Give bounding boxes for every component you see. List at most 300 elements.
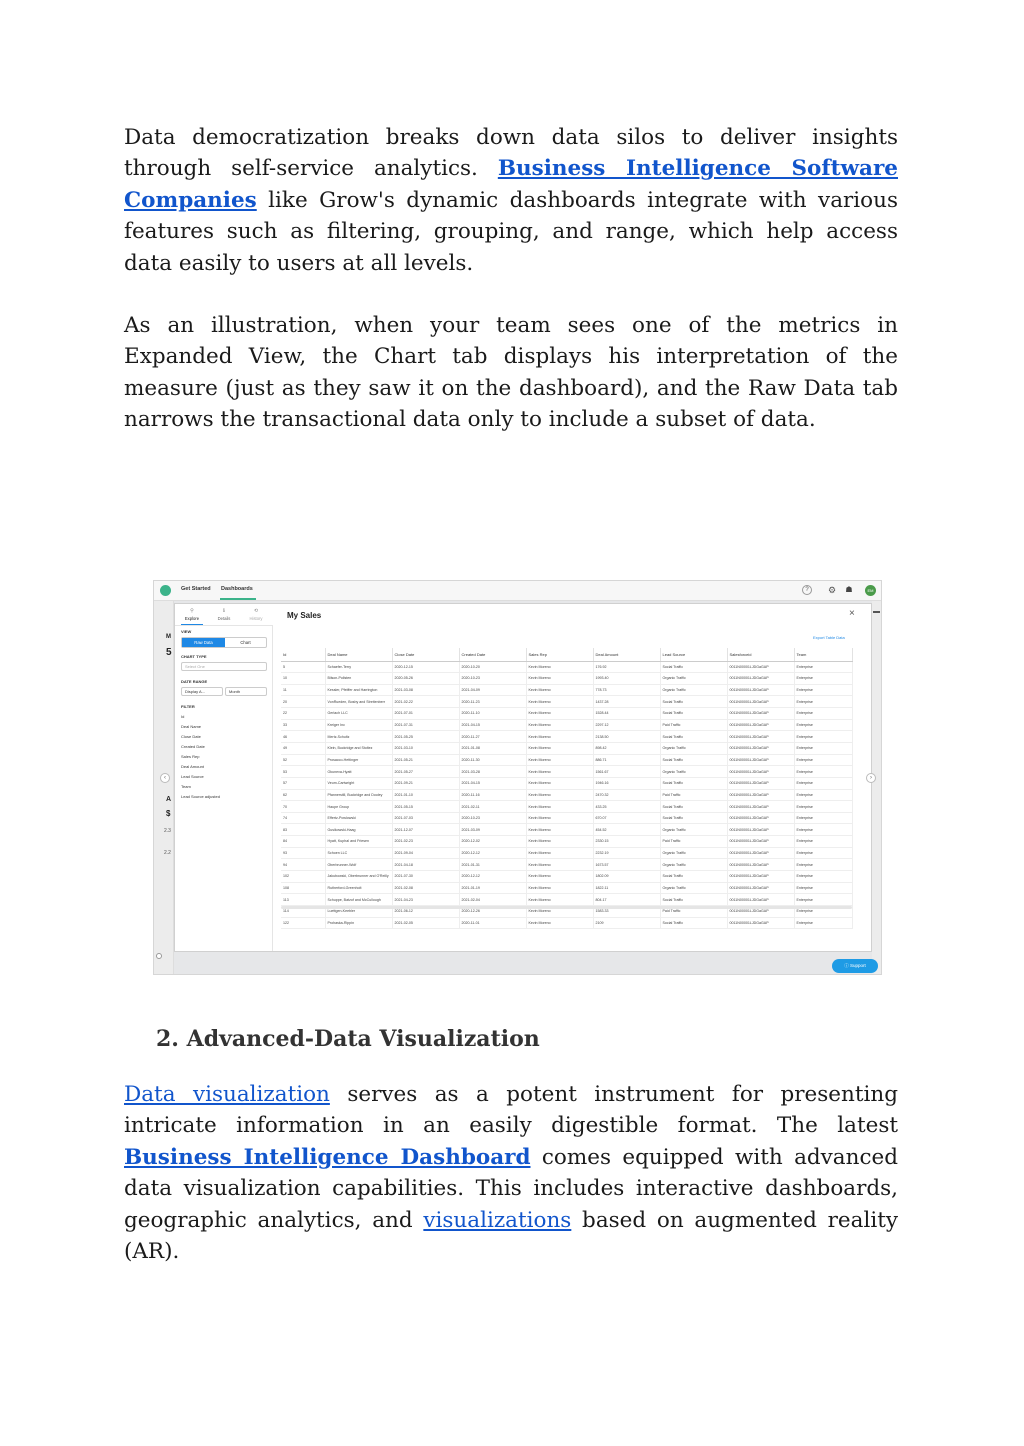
table-cell: 0011N00001LJDGaGAP: [727, 847, 794, 859]
table-cell: 102: [281, 871, 325, 883]
table-cell: 10: [281, 673, 325, 685]
table-cell: Hyatt, Kuphal and Friesen: [325, 836, 392, 848]
table-cell: Social Traffic: [660, 696, 727, 708]
raw-data-button[interactable]: Raw Data: [182, 638, 225, 647]
table-row[interactable]: [281, 696, 852, 708]
table-cell: 2021-02-04: [459, 894, 526, 906]
table-cell: 0011N00001LJDGaGAP: [727, 882, 794, 894]
table-cell: Organic Traffic: [660, 673, 727, 685]
view-heading: VIEW: [181, 629, 192, 634]
table-cell: Mertz-Schultz: [325, 731, 392, 743]
intro-text: Data democratization breaks down data silos to deliver insights through self-service analytics.: [124, 125, 898, 182]
table-cell: Schaefer-Terry: [325, 661, 392, 673]
table-cell: Organic Traffic: [660, 882, 727, 894]
table-cell: 2020-12-12: [459, 871, 526, 883]
table-cell: Organic Traffic: [660, 824, 727, 836]
table-cell: 2021-01-08: [459, 742, 526, 754]
table-cell: Gusikowski-Haag: [325, 824, 392, 836]
support-button[interactable]: ⓘ Support: [832, 959, 878, 973]
table-cell: Kevin Moreno: [526, 871, 593, 883]
table-cell: 0011N00001LJDGaGAP: [727, 824, 794, 836]
table-cell: Paid Traffic: [660, 719, 727, 731]
nav-get-started[interactable]: Get Started: [181, 586, 211, 592]
table-cell: Oberbrunner-Wolf: [325, 859, 392, 871]
table-cell: Kevin Moreno: [526, 812, 593, 824]
notification-icon[interactable]: ☗: [845, 585, 853, 594]
table-cell: 778.73: [593, 684, 660, 696]
table-cell: Social Traffic: [660, 777, 727, 789]
table-cell: Kevin Moreno: [526, 905, 593, 917]
table-cell: 108: [281, 882, 325, 894]
table-cell: 2020-10-23: [459, 812, 526, 824]
table-cell: Enterprise: [794, 882, 852, 894]
raw-data-table: [281, 648, 853, 929]
table-row[interactable]: [281, 708, 852, 720]
table-row[interactable]: [281, 719, 852, 731]
close-icon[interactable]: ×: [849, 608, 855, 619]
data-visualization-link[interactable]: Data visualization: [124, 1082, 330, 1107]
table-cell: Schuppe, Batzof and McCullough: [325, 894, 392, 906]
chart-type-heading: CHART TYPE: [181, 654, 207, 659]
table-cell: Pfannerstill, Buckridge and Dooley: [325, 789, 392, 801]
table-cell: 0011N00001LJDGaGAP: [727, 812, 794, 824]
column-header[interactable]: Deal Amount: [593, 648, 660, 661]
table-cell: 0011N00001LJDGaGAP: [727, 766, 794, 778]
date-display-select[interactable]: Display A...: [181, 687, 223, 696]
table-cell: 2020-11-16: [459, 789, 526, 801]
bi-dashboard-link[interactable]: Business Intelligence Dashboard: [124, 1144, 531, 1170]
table-cell: Kevin Moreno: [526, 882, 593, 894]
table-cell: 46: [281, 731, 325, 743]
table-cell: Organic Traffic: [660, 847, 727, 859]
table-cell: Enterprise: [794, 894, 852, 906]
table-cell: 454.52: [593, 824, 660, 836]
table-cell: 2297.12: [593, 719, 660, 731]
table-cell: Social Traffic: [660, 661, 727, 673]
table-cell: 2021-02-11: [459, 801, 526, 813]
table-cell: Social Traffic: [660, 731, 727, 743]
table-cell: 2021-07-01: [392, 708, 459, 720]
table-cell: Schoen LLC: [325, 847, 392, 859]
table-cell: Enterprise: [794, 847, 852, 859]
table-cell: 0011N00001LJDGaGAP: [727, 684, 794, 696]
table-cell: 2232.19: [593, 847, 660, 859]
table-cell: 886.71: [593, 754, 660, 766]
table-row[interactable]: [281, 824, 852, 836]
table-cell: 2330.15: [593, 836, 660, 848]
bg-metric-value-2: $: [166, 809, 171, 818]
table-cell: 1561.67: [593, 766, 660, 778]
table-cell: Kevin Moreno: [526, 894, 593, 906]
table-cell: Enterprise: [794, 905, 852, 917]
table-cell: 11: [281, 684, 325, 696]
table-cell: Social Traffic: [660, 708, 727, 720]
modal-tabs: [175, 604, 273, 626]
tab-explore[interactable]: [177, 608, 207, 621]
table-cell: Enterprise: [794, 824, 852, 836]
table-cell: 74: [281, 812, 325, 824]
paragraph-text: based on augmented reality (AR).: [124, 1207, 898, 1265]
table-cell: 2021-01-31: [459, 859, 526, 871]
tab-details[interactable]: [209, 608, 239, 621]
table-cell: 122: [281, 917, 325, 929]
table-cell: Bilson-Pollsten: [325, 673, 392, 685]
table-cell: 1673.57: [593, 859, 660, 871]
table-cell: 2021-07-03: [392, 812, 459, 824]
table-cell: Gerlach LLC: [325, 708, 392, 720]
table-row[interactable]: [281, 894, 852, 906]
table-cell: 83: [281, 824, 325, 836]
paragraph-text: serves as a potent instrument for presenting intricate information in an easily digestible format. The latest: [124, 1082, 898, 1139]
table-cell: Enterprise: [794, 731, 852, 743]
table-cell: 2021-04-23: [392, 894, 459, 906]
table-cell: 113: [281, 894, 325, 906]
table-cell: 2021-05-27: [392, 766, 459, 778]
table-cell: 2020-11-01: [459, 917, 526, 929]
table-cell: Organic Traffic: [660, 766, 727, 778]
table-cell: 1528.44: [593, 708, 660, 720]
filter-item-close-date[interactable]: Close Date: [181, 734, 201, 739]
table-row[interactable]: [281, 859, 852, 871]
table-cell: 1822.11: [593, 882, 660, 894]
table-cell: 2021-04-18: [392, 859, 459, 871]
date-period-select[interactable]: Month: [225, 687, 267, 696]
filter-item-deal-amount[interactable]: Deal Amount: [181, 764, 204, 769]
table-cell: 94: [281, 859, 325, 871]
table-cell: 0011N00001LJDGaGAP: [727, 661, 794, 673]
table-cell: 49: [281, 742, 325, 754]
table-cell: 2020-12-15: [392, 661, 459, 673]
table-cell: 2021-06-12: [392, 905, 459, 917]
table-cell: Enterprise: [794, 684, 852, 696]
bg-metric-label: M: [166, 634, 171, 640]
table-cell: 2020-10-20: [459, 661, 526, 673]
column-header[interactable]: Team: [794, 648, 852, 661]
table-cell: Enterprise: [794, 812, 852, 824]
top-nav-bar: [154, 581, 881, 601]
table-cell: 2470.32: [593, 789, 660, 801]
minus-icon[interactable]: [873, 611, 880, 613]
table-cell: Enterprise: [794, 777, 852, 789]
table-cell: 2021-04-15: [459, 719, 526, 731]
table-cell: Organic Traffic: [660, 859, 727, 871]
table-cell: 93: [281, 847, 325, 859]
bg-axis-tick: 2.2: [164, 850, 171, 856]
table-cell: 2020-11-23: [459, 696, 526, 708]
table-cell: Enterprise: [794, 789, 852, 801]
table-cell: 0011N00001LJDGaGAP: [727, 871, 794, 883]
table-cell: 33: [281, 719, 325, 731]
table-cell: 2021-02-05: [392, 917, 459, 929]
table-cell: Effertz-Powlowski: [325, 812, 392, 824]
filter-item-lead-source[interactable]: Lead Source: [181, 774, 204, 779]
explore-icon: ⚲: [190, 608, 194, 614]
table-row[interactable]: [281, 917, 852, 929]
table-cell: 2020-11-10: [459, 708, 526, 720]
table-cell: 0011N00001LJDGaGAP: [727, 777, 794, 789]
bg-axis-tick: 2.3: [164, 828, 171, 834]
table-row[interactable]: [281, 684, 852, 696]
tab-label: Details: [217, 616, 231, 621]
table-cell: Kevin Moreno: [526, 801, 593, 813]
table-cell: Enterprise: [794, 917, 852, 929]
table-cell: 0011N00001LJDGaGAP: [727, 836, 794, 848]
avatar[interactable]: EM: [865, 585, 876, 596]
table-cell: 0011N00001LJDGaGAP: [727, 801, 794, 813]
table-cell: Prohaska-Rippin: [325, 917, 392, 929]
table-cell: Kevin Moreno: [526, 708, 593, 720]
tab-history[interactable]: [241, 608, 271, 621]
table-cell: Kevin Moreno: [526, 661, 593, 673]
table-row[interactable]: [281, 754, 852, 766]
table-cell: 2020-12-26: [459, 905, 526, 917]
table-cell: 1946.16: [593, 777, 660, 789]
table-cell: 2021-05-15: [392, 801, 459, 813]
table-cell: Kevin Moreno: [526, 696, 593, 708]
bg-metric-label-2: A: [166, 796, 172, 803]
table-cell: Enterprise: [794, 836, 852, 848]
table-cell: 2109: [593, 917, 660, 929]
illustration-paragraph: As an illustration, when your team sees one of the metrics in Expanded View, the Chart tab displays his interpretation of the measure (just as they saw it on the dashboard), and the Raw Data tab narrows the transactional data only to include a subset of data.: [124, 313, 898, 433]
table-cell: 2138.50: [593, 731, 660, 743]
table-row[interactable]: [281, 801, 852, 813]
table-cell: 0011N00001LJDGaGAP: [727, 859, 794, 871]
table-cell: 0011N00001LJDGaGAP: [727, 696, 794, 708]
visualizations-link[interactable]: visualizations: [423, 1207, 572, 1233]
table-row[interactable]: [281, 847, 852, 859]
date-range-heading: DATE RANGE: [181, 679, 208, 684]
table-cell: 804.17: [593, 894, 660, 906]
table-cell: Paid Traffic: [660, 905, 727, 917]
filter-item-sales-rep[interactable]: Sales Rep: [181, 754, 200, 759]
table-cell: 2021-04-09: [459, 684, 526, 696]
tab-label: History: [249, 616, 263, 621]
table-cell: Prosacco-Hettinger: [325, 754, 392, 766]
table-header-row: [281, 648, 852, 661]
table-cell: Paid Traffic: [660, 836, 727, 848]
table-cell: Okuneva-Hyatt: [325, 766, 392, 778]
table-cell: Luettgen-Keebler: [325, 905, 392, 917]
help-icon[interactable]: ?: [802, 585, 812, 595]
table-cell: 2020-05-26: [392, 673, 459, 685]
right-edge-strip: [872, 601, 881, 974]
table-cell: Rutherford-Greenholt: [325, 882, 392, 894]
intro-paragraph: [124, 122, 898, 279]
table-row[interactable]: [281, 742, 852, 754]
table-cell: 2021-05-25: [392, 731, 459, 743]
table-cell: Enterprise: [794, 708, 852, 720]
table-cell: Kevin Moreno: [526, 731, 593, 743]
table-cell: 84: [281, 836, 325, 848]
table-row[interactable]: [281, 882, 852, 894]
chart-type-select[interactable]: Select One: [181, 662, 267, 671]
column-header[interactable]: Lead Source: [660, 648, 727, 661]
active-nav-underline: [220, 598, 256, 600]
column-header[interactable]: Created Date: [459, 648, 526, 661]
table-cell: 2021-03-10: [392, 742, 459, 754]
export-table-link[interactable]: Export Table Data: [813, 635, 845, 640]
table-cell: Social Traffic: [660, 812, 727, 824]
table-cell: 2021-03-28: [459, 766, 526, 778]
table-cell: 2020-10-23: [459, 673, 526, 685]
table-cell: 0011N00001LJDGaGAP: [727, 894, 794, 906]
table-cell: Kevin Moreno: [526, 836, 593, 848]
table-cell: Kevin Moreno: [526, 766, 593, 778]
table-cell: 0011N00001LJDGaGAP: [727, 742, 794, 754]
table-cell: Social Traffic: [660, 801, 727, 813]
table-cell: 433.25: [593, 801, 660, 813]
table-cell: 2021-09-21: [392, 777, 459, 789]
table-cell: Enterprise: [794, 719, 852, 731]
table-cell: 670.07: [593, 812, 660, 824]
table-cell: 898.42: [593, 742, 660, 754]
intro-text-continued: like Grow's dynamic dashboards integrate with various features such as filtering, grouping, and range, which help access data easily to users at all levels.: [124, 187, 898, 276]
bi-software-companies-link[interactable]: Business Intelligence Software Companies: [124, 156, 898, 213]
table-cell: Kevin Moreno: [526, 847, 593, 859]
table-cell: 1802.09: [593, 871, 660, 883]
table-row[interactable]: [281, 871, 852, 883]
table-cell: 0011N00001LJDGaGAP: [727, 905, 794, 917]
filter-item-team[interactable]: Team: [181, 784, 191, 789]
nav-dashboards[interactable]: Dashboards: [221, 586, 253, 592]
background-dashboard-strip: [154, 601, 174, 974]
column-header[interactable]: Salesforceid: [727, 648, 794, 661]
prev-arrow-icon[interactable]: ‹: [160, 773, 170, 783]
table-cell: Kevin Moreno: [526, 742, 593, 754]
table-cell: Kevin Moreno: [526, 917, 593, 929]
table-cell: 114: [281, 905, 325, 917]
table-cell: VonRueden, Bosby and Streitenberr: [325, 696, 392, 708]
tab-label: Explore: [184, 616, 200, 621]
chart-button[interactable]: Chart: [240, 640, 251, 645]
table-cell: Haupe Group: [325, 801, 392, 813]
view-toggle: [181, 637, 267, 648]
table-cell: Kevin Moreno: [526, 859, 593, 871]
section-heading: 2. Advanced-Data Visualization: [156, 1026, 540, 1052]
table-cell: 2021-09-04: [392, 847, 459, 859]
gear-icon[interactable]: ⚙: [827, 585, 837, 595]
table-cell: 1583.33: [593, 905, 660, 917]
table-cell: 2021-01-10: [392, 789, 459, 801]
table-cell: 2021-02-08: [392, 882, 459, 894]
filter-item-created-date[interactable]: Created Date: [181, 744, 205, 749]
column-header[interactable]: Id: [281, 648, 325, 661]
table-cell: Enterprise: [794, 871, 852, 883]
table-cell: 2020-11-27: [459, 731, 526, 743]
table-cell: Kevin Moreno: [526, 777, 593, 789]
table-cell: Kevin Moreno: [526, 789, 593, 801]
table-cell: Kevin Moreno: [526, 684, 593, 696]
table-row[interactable]: [281, 777, 852, 789]
table-cell: 2021-03-08: [392, 684, 459, 696]
history-icon: ⟲: [253, 608, 259, 614]
table-cell: Kessler, Pfeiffer and Harrington: [325, 684, 392, 696]
table-cell: Kevin Moreno: [526, 673, 593, 685]
table-cell: Enterprise: [794, 859, 852, 871]
table-cell: 0011N00001LJDGaGAP: [727, 731, 794, 743]
table-row[interactable]: [281, 661, 852, 673]
modal-title: My Sales: [287, 611, 322, 620]
explore-sidebar: [175, 626, 273, 951]
table-row[interactable]: [281, 789, 852, 801]
table-cell: 70: [281, 801, 325, 813]
table-cell: 2021-04-15: [459, 777, 526, 789]
table-cell: 22: [281, 708, 325, 720]
table-cell: 53: [281, 766, 325, 778]
info-icon: ℹ: [223, 608, 225, 614]
column-header[interactable]: Deal Name: [325, 648, 392, 661]
column-header[interactable]: Close Date: [392, 648, 459, 661]
table-cell: Enterprise: [794, 801, 852, 813]
table-cell: Veum-Cartwright: [325, 777, 392, 789]
table-cell: 2020-12-12: [459, 847, 526, 859]
table-cell: 2021-01-19: [459, 882, 526, 894]
table-cell: 2021-07-31: [392, 719, 459, 731]
bg-metric-value: 5: [166, 647, 172, 658]
table-cell: Social Traffic: [660, 871, 727, 883]
table-cell: 0011N00001LJDGaGAP: [727, 789, 794, 801]
table-cell: 0011N00001LJDGaGAP: [727, 754, 794, 766]
table-cell: 2020-12-02: [459, 836, 526, 848]
table-row[interactable]: [281, 836, 852, 848]
table-cell: 2021-07-30: [392, 871, 459, 883]
table-cell: Enterprise: [794, 754, 852, 766]
table-row[interactable]: [281, 766, 852, 778]
table-cell: 2021-02-22: [392, 696, 459, 708]
table-cell: Social Traffic: [660, 754, 727, 766]
table-cell: 0011N00001LJDGaGAP: [727, 719, 794, 731]
next-arrow-icon[interactable]: ›: [866, 773, 876, 783]
table-cell: Kevin Moreno: [526, 824, 593, 836]
table-cell: 2021-02-23: [392, 836, 459, 848]
table-cell: Jakubowski, Oberbrunner and O'Reilly: [325, 871, 392, 883]
table-cell: Organic Traffic: [660, 684, 727, 696]
table-cell: 2021-05-21: [392, 754, 459, 766]
table-cell: 176.92: [593, 661, 660, 673]
table-cell: Enterprise: [794, 673, 852, 685]
horizontal-scrollbar[interactable]: [281, 906, 852, 909]
table-cell: Social Traffic: [660, 917, 727, 929]
table-cell: Kevin Moreno: [526, 719, 593, 731]
table-cell: Organic Traffic: [660, 742, 727, 754]
table-cell: Enterprise: [794, 696, 852, 708]
info-dot-icon[interactable]: [156, 953, 162, 959]
paragraph-text: comes equipped with advanced data visualization capabilities. This includes interactive dashboards, geographic analytics, and: [124, 1144, 898, 1233]
table-cell: 52: [281, 754, 325, 766]
filter-item-id[interactable]: Id: [181, 714, 185, 719]
table-row[interactable]: [281, 731, 852, 743]
table-cell: Enterprise: [794, 766, 852, 778]
table-row[interactable]: [281, 673, 852, 685]
table-cell: Kreiger Inc: [325, 719, 392, 731]
table-cell: 62: [281, 789, 325, 801]
filter-item-deal-name[interactable]: Deal Name: [181, 724, 202, 729]
raw-data-panel: [273, 604, 871, 951]
table-cell: 2020-11-30: [459, 754, 526, 766]
column-header[interactable]: Sales Rep: [526, 648, 593, 661]
filter-item-lead-source-adjusted[interactable]: Lead Source adjusted: [181, 794, 220, 799]
dashboard-screenshot: [153, 580, 882, 975]
table-row[interactable]: [281, 812, 852, 824]
table-cell: Klein, Buckridge and Stoltez: [325, 742, 392, 754]
table-cell: 5: [281, 661, 325, 673]
filter-heading: FILTER: [181, 704, 195, 709]
grow-logo-icon: [160, 585, 171, 596]
table-cell: 0011N00001LJDGaGAP: [727, 708, 794, 720]
table-cell: Enterprise: [794, 742, 852, 754]
table-cell: Enterprise: [794, 661, 852, 673]
table-cell: 0011N00001LJDGaGAP: [727, 917, 794, 929]
